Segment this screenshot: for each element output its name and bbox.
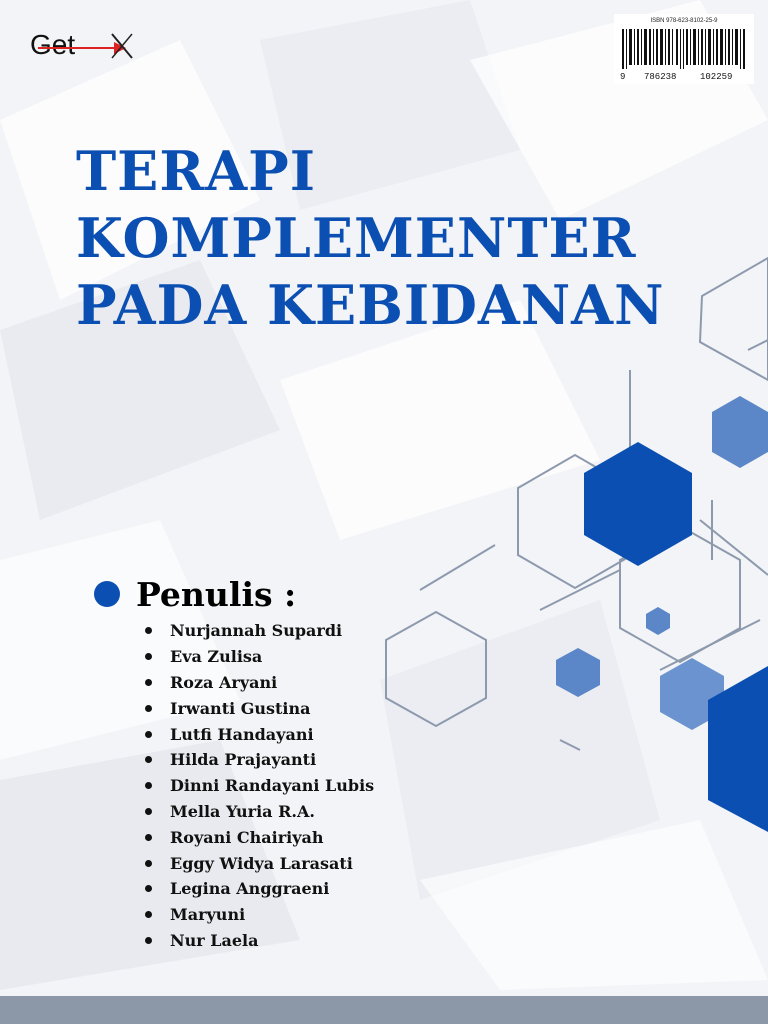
author-name: Hilda Prajayanti bbox=[170, 750, 317, 770]
bullet-icon bbox=[145, 679, 152, 686]
bullet-icon bbox=[145, 911, 152, 918]
bullet-icon bbox=[145, 808, 152, 815]
author-name: Roza Aryani bbox=[170, 672, 278, 692]
author-item bbox=[145, 824, 374, 850]
isbn-barcode bbox=[614, 14, 754, 84]
author-item bbox=[145, 618, 374, 644]
footer-bar bbox=[0, 996, 768, 1024]
bullet-icon bbox=[145, 731, 152, 738]
author-name: Royani Chairiyah bbox=[170, 827, 324, 847]
author-name: Legina Anggraeni bbox=[170, 879, 330, 899]
author-item bbox=[145, 773, 374, 799]
bullet-icon bbox=[145, 834, 152, 841]
isbn-label: ISBN 978-623-8102-25-9 bbox=[650, 18, 718, 24]
title-line-2: KOMPLEMENTER bbox=[76, 206, 637, 270]
title-line-3: PADA KEBIDANAN bbox=[76, 273, 665, 337]
bullet-icon bbox=[145, 782, 152, 789]
author-name: Irwanti Gustina bbox=[170, 698, 311, 718]
bullet-icon bbox=[145, 885, 152, 892]
barcode-digits-right: 102259 bbox=[700, 72, 733, 82]
heading-bullet-icon bbox=[94, 581, 120, 607]
author-name: Nurjannah Supardi bbox=[170, 621, 343, 641]
bullet-icon bbox=[145, 937, 152, 944]
author-item bbox=[145, 721, 374, 747]
author-name: Maryuni bbox=[170, 905, 246, 925]
book-title bbox=[76, 138, 716, 339]
author-list bbox=[145, 618, 374, 953]
bullet-icon bbox=[145, 705, 152, 712]
author-name: Eva Zulisa bbox=[170, 647, 263, 667]
author-item bbox=[145, 876, 374, 902]
barcode-digits-left: 786238 bbox=[644, 72, 677, 82]
author-item bbox=[145, 670, 374, 696]
author-name: Nur Laela bbox=[170, 930, 259, 950]
author-name: Mella Yuria R.A. bbox=[170, 801, 315, 821]
author-name: Lutfi Handayani bbox=[170, 724, 314, 744]
barcode-bars bbox=[622, 29, 748, 69]
bullet-icon bbox=[145, 756, 152, 763]
author-item bbox=[145, 799, 374, 825]
barcode-digit-lead: 9 bbox=[620, 72, 626, 82]
author-item bbox=[145, 644, 374, 670]
authors-label: Penulis : bbox=[136, 574, 297, 614]
bullet-icon bbox=[145, 653, 152, 660]
author-item bbox=[145, 747, 374, 773]
bullet-icon bbox=[145, 860, 152, 867]
author-item bbox=[145, 695, 374, 721]
author-name: Eggy Widya Larasati bbox=[170, 853, 353, 873]
publisher-logo bbox=[28, 22, 138, 70]
author-item bbox=[145, 928, 374, 954]
publisher-logo-text: Get bbox=[30, 29, 76, 60]
title-line-1: TERAPI bbox=[76, 139, 316, 203]
author-item bbox=[145, 902, 374, 928]
bullet-icon bbox=[145, 627, 152, 634]
authors-heading bbox=[94, 572, 296, 616]
author-name: Dinni Randayani Lubis bbox=[170, 776, 375, 796]
author-item bbox=[145, 850, 374, 876]
